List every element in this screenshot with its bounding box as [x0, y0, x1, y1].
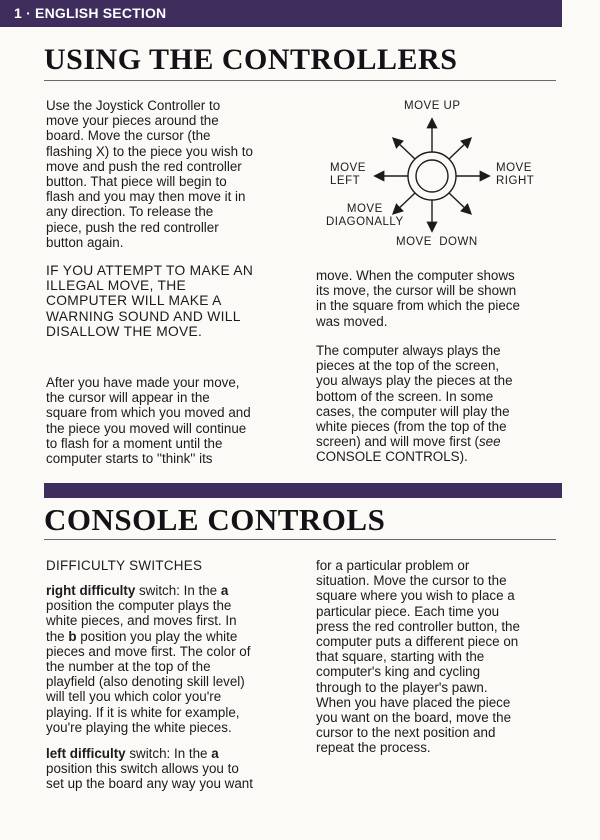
move-up-label: MOVE UP: [404, 100, 461, 112]
controllers-intro: Use the Joystick Controller to move your pieces around the board. Move the cursor (the flashing X) to the piece you wish to move and push the red controller button. That piece will begin to flash and you may then move it in any direction. To release the piece, push the red controller button again.: [46, 98, 253, 250]
controllers-title-rule: [44, 80, 556, 81]
header-band: [0, 0, 562, 27]
move-left-label: MOVE LEFT: [330, 162, 366, 187]
difficulty-switches-heading: DIFFICULTY SWITCHES: [46, 558, 203, 573]
position-a-left: a: [211, 746, 219, 761]
controllers-title: USING THE CONTROLLERS: [44, 43, 458, 76]
console-title-rule: [44, 539, 556, 540]
section-divider-band: [44, 483, 562, 498]
position-a: a: [220, 583, 229, 598]
see-italic: see: [478, 434, 501, 450]
position-b: b: [68, 628, 77, 644]
right-col-2-end: CONSOLE CONTROLS).: [316, 449, 468, 465]
move-down-label: MOVE DOWN: [396, 236, 478, 248]
right-col-2-text: The computer always plays the pieces at the top of the screen, you always play the pieces at the bottom of the screen. In some cases, the computer will play the white pieces (from the top of the screen) and will move first (: [316, 343, 513, 450]
controllers-right-col-1: move. When the computer shows its move, the cursor will be shown in the square from which the piece was moved.: [316, 268, 520, 329]
left-difficulty-term: left difficulty: [46, 746, 126, 761]
right-difficulty-term: right difficulty: [46, 583, 136, 598]
section-label: 1 · ENGLISH SECTION: [14, 5, 167, 21]
right-difficulty-paragraph: right difficulty switch: In the a position the computer plays the white pieces, and moves first. In the b position you play the white pieces and move first. The color of the number at the top of the playfield (also denoting skill level) will tell you which color you're playing. If it is white for example, you're playing the white pieces.: [46, 583, 251, 735]
controllers-right-col-2: [316, 343, 566, 465]
controllers-after-move: After you have made your move, the cursor will appear in the square from which you moved and the piece you moved will continue to flash for a moment until the computer starts to ''think'' its: [46, 375, 251, 467]
move-right-label: MOVE RIGHT: [496, 162, 535, 187]
move-diagonally-label: MOVE DIAGONALLY: [326, 203, 404, 228]
console-title: CONSOLE CONTROLS: [44, 502, 386, 537]
illegal-move-warning: IF YOU ATTEMPT TO MAKE AN ILLEGAL MOVE, THE COMPUTER WILL MAKE A WARNING SOUND AND WILL DISALLOW THE MOVE.: [46, 263, 254, 339]
joystick-diagram: [318, 96, 558, 256]
console-right-col: for a particular problem or situation. Move the cursor to the square where you wish to place a particular piece. Each time you press the red controller button, the computer puts a different piece on that square, starting with the computer's king and cycling through to the player's pawn. When you have placed the piece you want on the board, move the cursor to the next position and repeat the process.: [316, 558, 520, 756]
left-difficulty-paragraph: left difficulty switch: In the a position this switch allows you to set up the board any way you want: [46, 746, 253, 792]
